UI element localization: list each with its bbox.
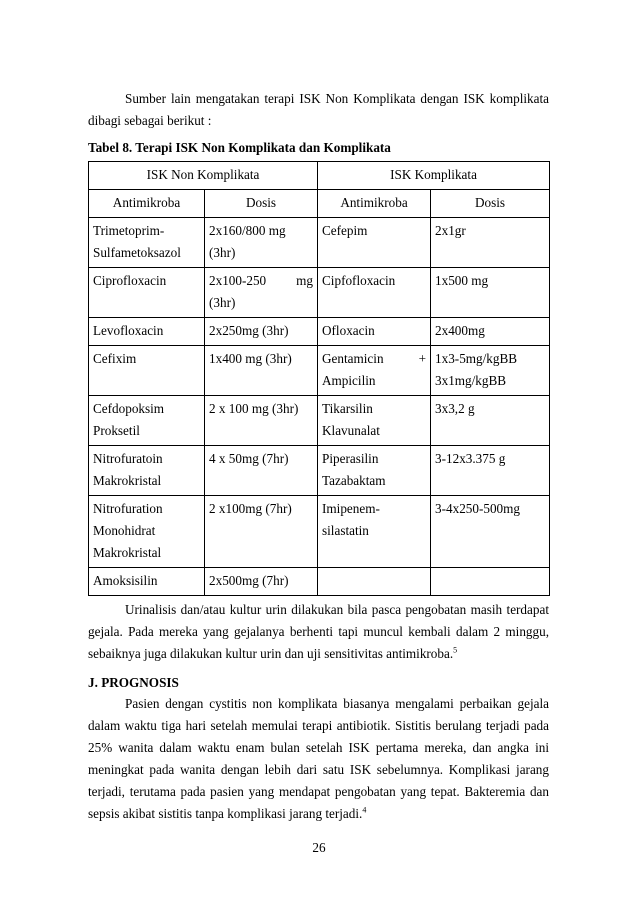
- cell-line: 2 x 100 mg (3hr): [209, 401, 299, 416]
- table-row: [89, 268, 550, 318]
- intro-paragraph: Sumber lain mengatakan terapi ISK Non Komplikata dengan ISK komplikata dibagi sebagai berikut :: [88, 91, 549, 128]
- cell-line: Piperasilin: [322, 451, 379, 466]
- table-cell: [318, 218, 431, 268]
- cell-line: [322, 570, 426, 592]
- cell-line: [435, 570, 545, 592]
- cell-line: Makrokristal: [93, 473, 162, 488]
- urinalysis-text: Urinalisis dan/atau kultur urin dilakukan bila pasca pengobatan masih terdapat gejala. Pada mereka yang gejalanya berhenti tapi muncul kembali dalam 2 minggu, sebaiknya juga dilakukan kultur urin dan uji sensitivitas antimikroba.: [88, 602, 549, 661]
- header-antimikroba-2: Antimikroba: [318, 190, 431, 218]
- cell-line: 2x500mg (7hr): [209, 573, 289, 588]
- cell-line: Nitrofuration: [93, 501, 163, 516]
- cell-line: 1x400 mg (3hr): [209, 351, 292, 366]
- cell-line: Sulfametoksazol: [93, 245, 181, 260]
- table-body: [89, 218, 550, 596]
- table-cell: [318, 318, 431, 346]
- cell-line: 2 x100mg (7hr): [209, 501, 292, 516]
- table-cell: [205, 268, 318, 318]
- reference-marker: 4: [362, 805, 367, 815]
- table-cell: [205, 446, 318, 496]
- table-cell: [89, 396, 205, 446]
- table-cell: [205, 568, 318, 596]
- cell-line: 2x160/800 mg (3hr): [209, 223, 286, 260]
- table-cell: [318, 396, 431, 446]
- table-row: [89, 568, 550, 596]
- table-cell: [431, 446, 550, 496]
- table-cell: [89, 568, 205, 596]
- table-cell: [205, 346, 318, 396]
- document-page: [88, 88, 549, 825]
- page-number: 26: [312, 840, 326, 855]
- header-antimikroba-1: Antimikroba: [89, 190, 205, 218]
- cell-line: Cefdopoksim: [93, 401, 165, 416]
- table-cell: [205, 396, 318, 446]
- cell-line: Makrokristal: [93, 545, 162, 560]
- cell-line: 2x1gr: [435, 223, 466, 238]
- table-cell: [89, 496, 205, 568]
- cell-line: 1x500 mg: [435, 273, 489, 288]
- cell-line: Imipenem-silastatin: [322, 501, 380, 538]
- table-row: [89, 396, 550, 446]
- table-row: [89, 446, 550, 496]
- table-cell: [431, 496, 550, 568]
- cell-line: Trimetoprim-: [93, 223, 165, 238]
- cell-line: 2x250mg (3hr): [209, 323, 289, 338]
- cell-line: Klavunalat: [322, 423, 380, 438]
- cell-line: 3x1mg/kgBB: [435, 373, 507, 388]
- table-cell: [89, 446, 205, 496]
- table-cell: [431, 396, 550, 446]
- therapy-table: [88, 161, 550, 596]
- cell-line: Proksetil: [93, 423, 140, 438]
- table-row: [89, 218, 550, 268]
- prognosis-text: Pasien dengan cystitis non komplikata biasanya mengalami perbaikan gejala dalam waktu tiga hari setelah memulai terapi antibiotik. Sistitis berulang terjadi pada 25% wanita dalam waktu enam bulan setelah ISK pertama mereka, dan angka ini meningkat pada wanita dengan lebih dari satu ISK sebelumnya. Komplikasi jarang terjadi, terutama pada pasien yang mendapat pengobatan yang tepat. Bakteremia dan sepsis akibat sistitis tanpa komplikasi jarang terjadi.: [88, 696, 549, 821]
- cell-line: Cipfofloxacin: [322, 273, 396, 288]
- group-header-non-komplikata: ISK Non Komplikata: [89, 162, 318, 190]
- header-dosis-2: Dosis: [431, 190, 550, 218]
- section-heading-prognosis: J. PROGNOSIS: [88, 675, 179, 690]
- cell-line: Ampicilin: [322, 373, 376, 388]
- cell-line: Ciprofloxacin: [93, 273, 167, 288]
- cell-line: Monohidrat: [93, 523, 156, 538]
- table-cell: [89, 318, 205, 346]
- cell-line: Ofloxacin: [322, 323, 375, 338]
- cell-line: 2x100-250 mg: [209, 273, 314, 288]
- table-cell: [431, 218, 550, 268]
- cell-line: 3-12x3.375 g: [435, 451, 506, 466]
- table-row: [89, 346, 550, 396]
- cell-line: (3hr): [209, 295, 236, 310]
- table-cell: [318, 568, 431, 596]
- urinalysis-paragraph: [88, 599, 549, 665]
- table-cell: [205, 496, 318, 568]
- cell-line: 4 x 50mg (7hr): [209, 451, 289, 466]
- group-header-komplikata: ISK Komplikata: [318, 162, 550, 190]
- cell-line: Cefepim: [322, 223, 368, 238]
- table-row: [89, 496, 550, 568]
- table-cell: [205, 318, 318, 346]
- table-cell: [89, 346, 205, 396]
- prognosis-paragraph: [88, 693, 549, 825]
- table-header-row: [89, 190, 550, 218]
- table-cell: [89, 268, 205, 318]
- cell-line: 2x400mg: [435, 323, 485, 338]
- cell-line: Nitrofuratoin: [93, 451, 163, 466]
- table-cell: [89, 218, 205, 268]
- table-cell: [431, 268, 550, 318]
- cell-line: Levofloxacin: [93, 323, 164, 338]
- cell-line: Tazabaktam: [322, 473, 386, 488]
- reference-marker: 5: [453, 645, 458, 655]
- table-group-header-row: [89, 162, 550, 190]
- table-cell: [431, 318, 550, 346]
- cell-line: 3x3,2 g: [435, 401, 475, 416]
- cell-line: Tikarsilin: [322, 401, 373, 416]
- table-row: [89, 318, 550, 346]
- cell-line: 1x3-5mg/kgBB: [435, 351, 518, 366]
- cell-line: Amoksisilin: [93, 573, 158, 588]
- cell-line: Cefixim: [93, 351, 137, 366]
- cell-line: 3-4x250-500mg: [435, 501, 520, 516]
- table-cell: [318, 496, 431, 568]
- table-cell: [431, 346, 550, 396]
- cell-line: Gentamicin +: [322, 351, 427, 366]
- table-cell: [318, 446, 431, 496]
- table-cell: [318, 268, 431, 318]
- table-title: Tabel 8. Terapi ISK Non Komplikata dan Komplikata: [88, 140, 391, 155]
- table-cell: [431, 568, 550, 596]
- table-cell: [205, 218, 318, 268]
- table-cell: [318, 346, 431, 396]
- header-dosis-1: Dosis: [205, 190, 318, 218]
